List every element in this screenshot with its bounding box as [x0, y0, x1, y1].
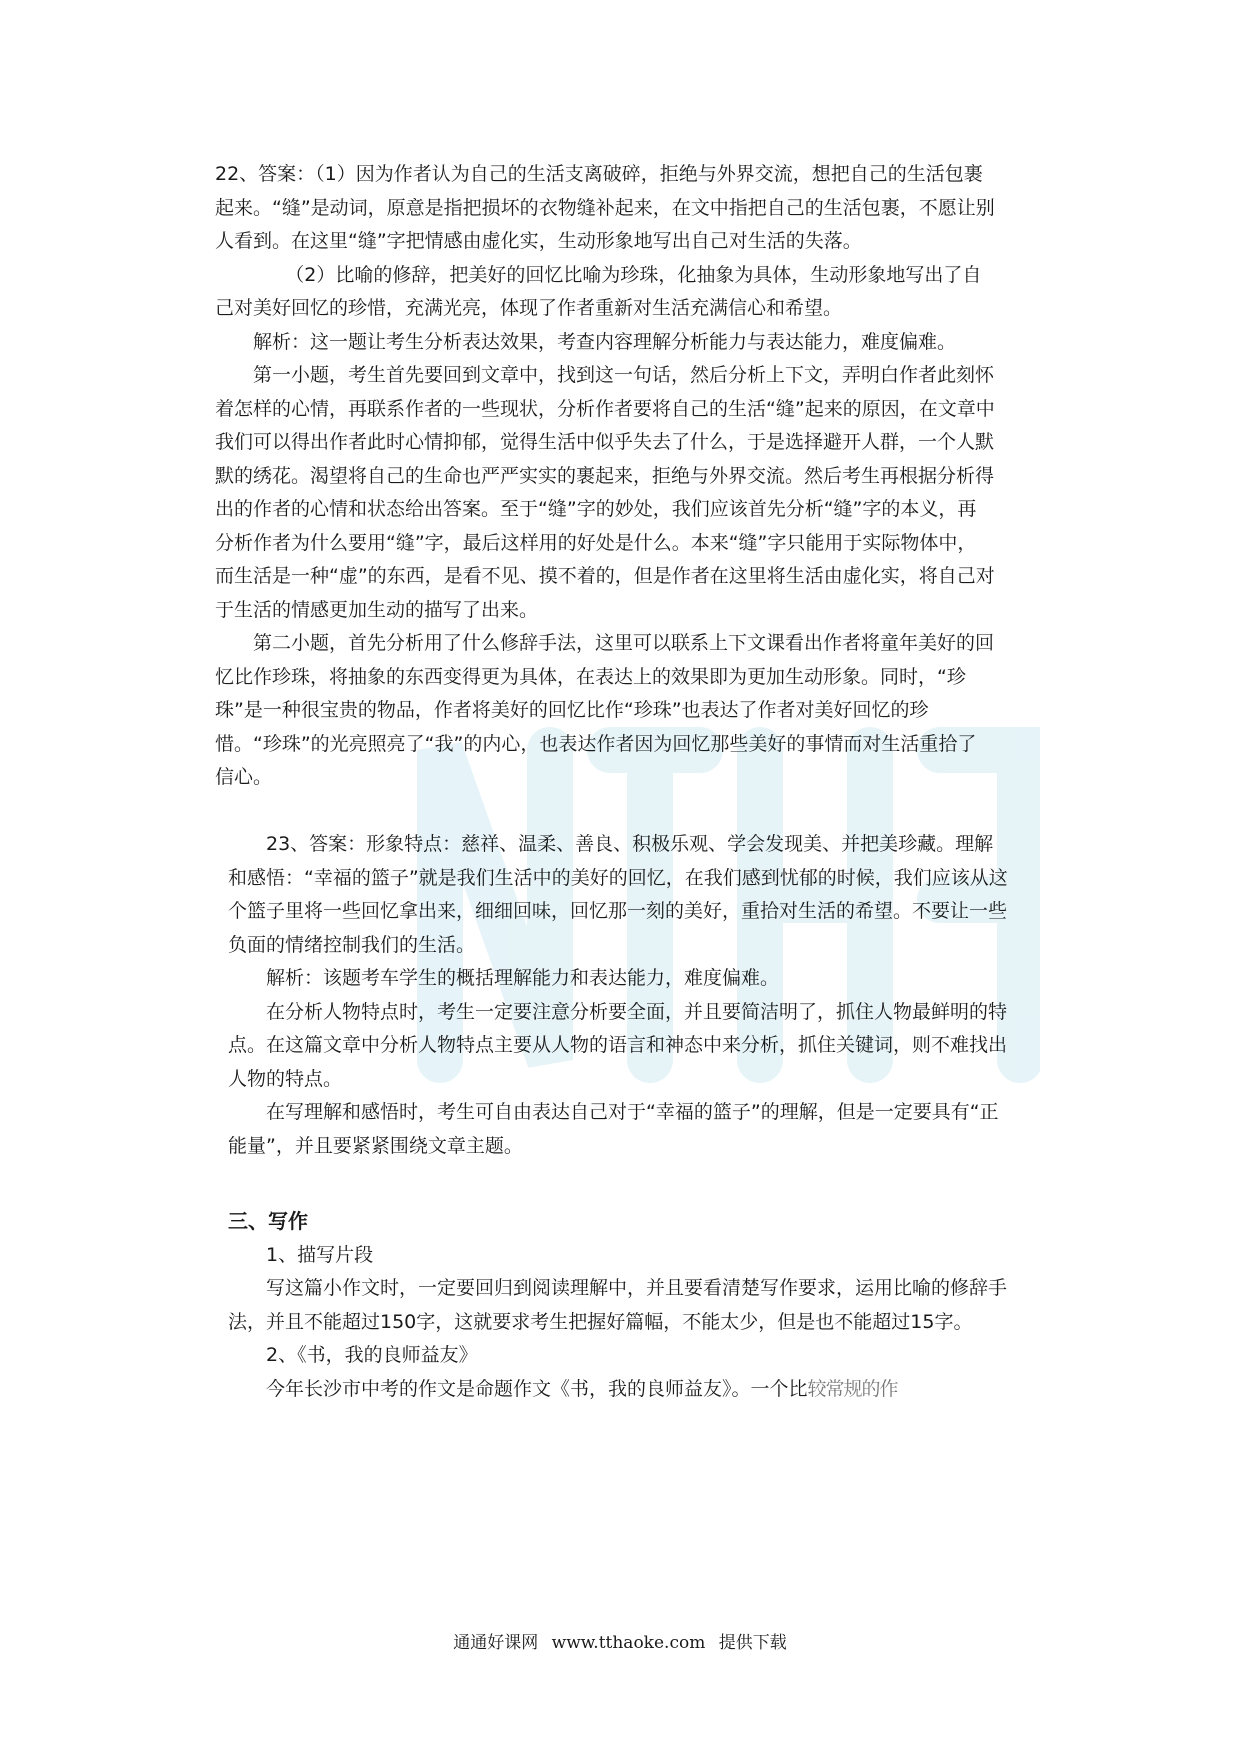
writing-section [228, 1205, 1018, 1406]
page-footer [0, 1628, 1240, 1653]
q22-answer-2: （2）比喻的修辞，把美好的回忆比喻为珍珠，化抽象为具体，生动形象地写出了自己对美好回忆的珍惜，充满光亮，体现了作者重新对生活充满信心和希望。 [215, 263, 982, 319]
writing-item-1-title: 1、描写片段 [266, 1243, 374, 1266]
q23-answer: 23、答案：形象特点：慈祥、温柔、善良、积极乐观、学会发现美、并把美珍藏。理解和感悟：“幸福的篮子”就是我们生活中的美好的回忆，在我们感到忧郁的时候，我们应该从这个篮子里将一些回忆拿出来，细细回味，回忆那一刻的美好，重拾对生活的希望。不要让一些负面的情绪控制我们的生活。 [228, 833, 1008, 956]
writing-item-2-title: 2、《书，我的良师益友》 [266, 1344, 478, 1366]
q23-paragraph-1: 在分析人物特点时，考生一定要注意分析要全面，并且要简洁明了，抓住人物最鲜明的特点。在这篇文章中分析人物特点主要从人物的语言和神态中来分析，抓住关键词，则不难找出人物的特点。 [228, 1000, 1008, 1090]
q22-paragraph-2: 第二小题，首先分析用了什么修辞手法，这里可以联系上下文课看出作者将童年美好的回忆比作珍珠，将抽象的东西变得更为具体，在表达上的效果即为更加生动形象。同时，“珍珠”是一种很宝贵的物品，作者将美好的回忆比作“珍珠”也表达了作者对美好回忆的珍惜。“珍珠”的光亮照亮了“我”的内心，也表达作者因为回忆那些美好的事情而对生活重拾了信心。 [215, 632, 995, 788]
q22-paragraph-1: 第一小题，考生首先要回到文章中，找到这一句话，然后分析上下文，弄明白作者此刻怀着怎样的心情，再联系作者的一些现状，分析作者要将自己的生活“缝”起来的原因，在文章中我们可以得出作者此时心情抑郁，觉得生活中似乎失去了什么，于是选择避开人群，一个人默默的绣花。渴望将自己的生命也严严实实的裹起来，拒绝与外界交流。然后考生再根据分析得出的作者的心情和状态给出答案。至于“缝”字的妙处，我们应该首先分析“缝”字的本义，再分析作者为什么要用“缝”字，最后这样用的好处是什么。本来“缝”字只能用于实际物体中，而生活是一种“虚”的东西，是看不见、摸不着的，但是作者在这里将生活由虚化实，将自己对于生活的情感更加生动的描写了出来。 [215, 364, 995, 621]
q23-analysis: 解析：该题考车学生的概括理解能力和表达能力，难度偏难。 [266, 967, 780, 989]
writing-section-title: 三、写作 [228, 1209, 308, 1233]
q22-analysis: 解析：这一题让考生分析表达效果，考查内容理解分析能力与表达能力，难度偏难。 [253, 330, 957, 353]
q22-answer-1: 22、答案：（1）因为作者认为自己的生活支离破碎，拒绝与外界交流，想把自己的生活包裹起来。“缝”是动词，原意是指把损坏的衣物缝补起来，在文中指把自己的生活包裹，不愿让别人看到。在这里“缝”字把情感由虚化实，生动形象地写出自己对生活的失落。 [215, 163, 995, 252]
writing-item-2-text [228, 1373, 1018, 1407]
footer-action: 提供下载 [718, 1633, 787, 1653]
footer-url[interactable]: www.tthaoke.com [551, 1633, 706, 1653]
writing-item-2-text-tail: 较常规的作 [807, 1377, 898, 1400]
question-23-section [228, 828, 1008, 1163]
writing-item-1-text: 写这篇小作文时，一定要回归到阅读理解中，并且要看清楚写作要求，运用比喻的修辞手法，并且不能超过150字，这就要求考生把握好篇幅，不能太少，但是也不能超过15字。 [228, 1277, 1008, 1333]
footer-site-name: 通通好课网 [453, 1633, 539, 1653]
writing-item-2-text-main: 今年长沙市中考的作文是命题作文《书，我的良师益友》。一个比 [266, 1377, 808, 1400]
question-22-section [215, 158, 995, 795]
q23-paragraph-2: 在写理解和感悟时，考生可自由表达自己对于“幸福的篮子”的理解，但是一定要具有“正能量”，并且要紧紧围绕文章主题。 [228, 1101, 999, 1157]
